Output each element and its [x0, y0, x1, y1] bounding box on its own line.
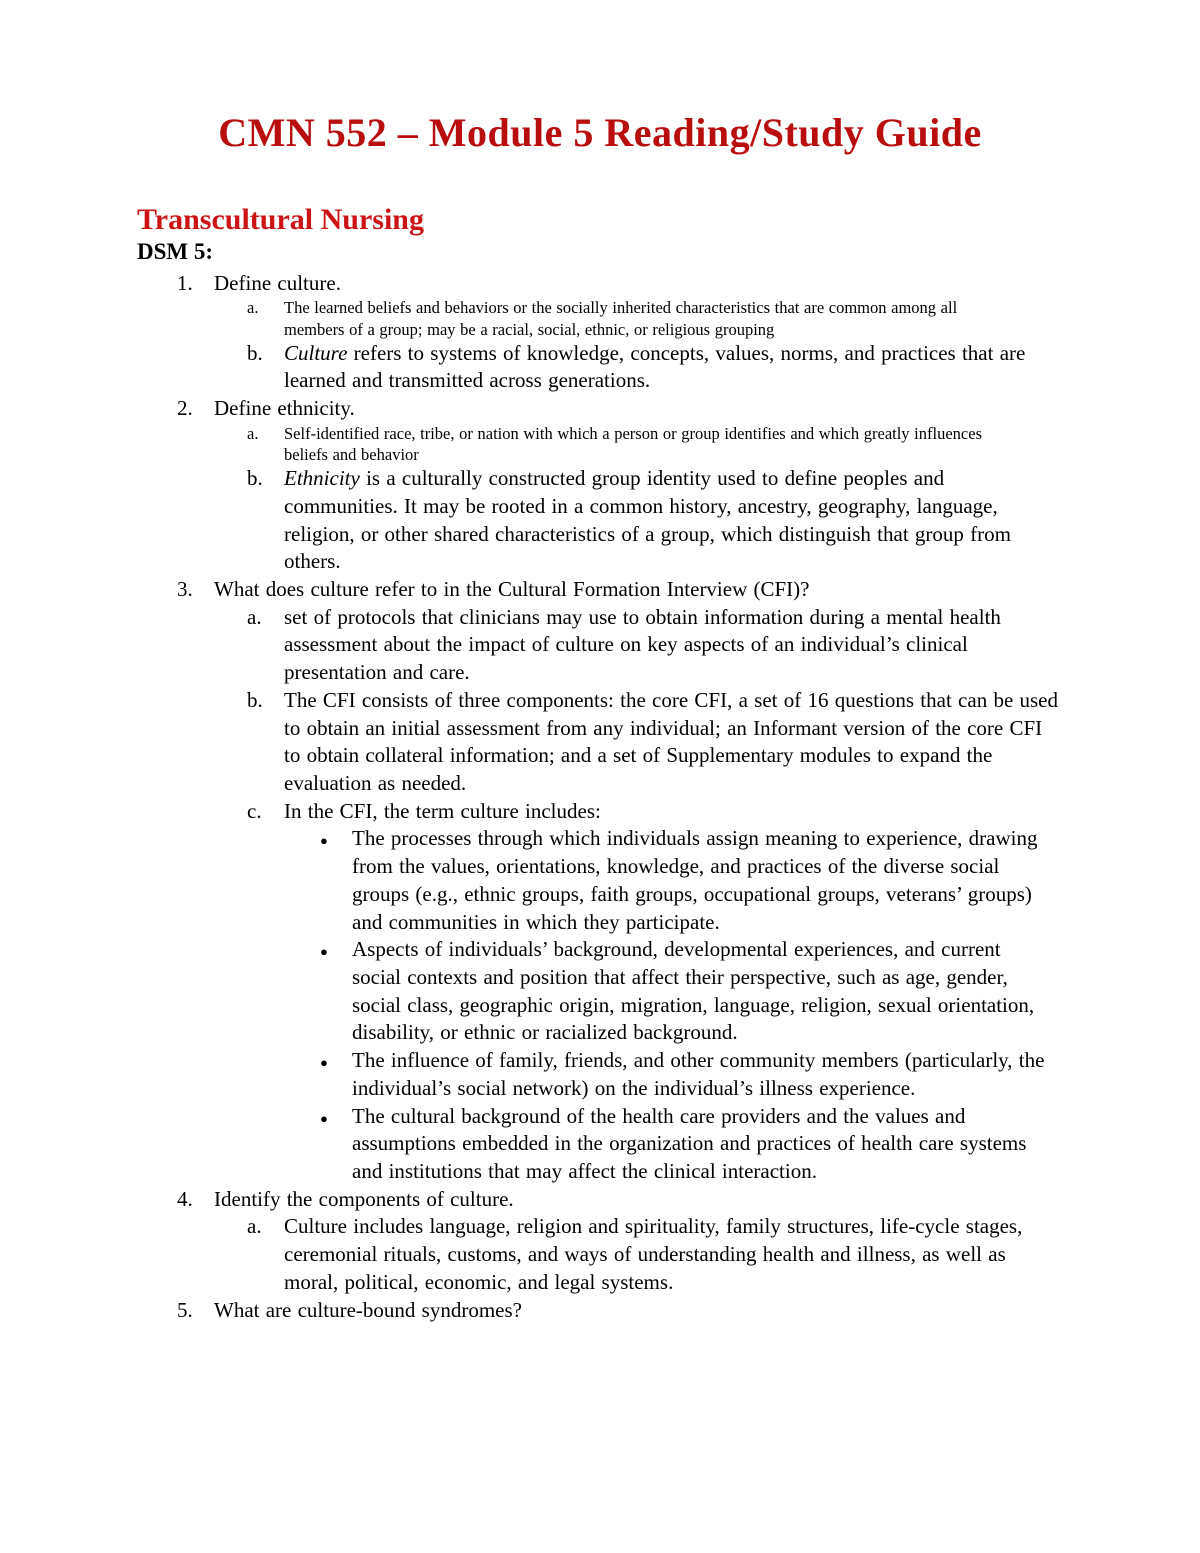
question-text: What does culture refer to in the Cultural Formation Interview (CFI)? [214, 576, 810, 601]
answer-letter: c. [247, 798, 262, 823]
answer-text [284, 604, 1062, 687]
bullet-text: The influence of family, friends, and other community members (particularly, the individual’s social network) on the individual’s illness experience. [352, 1048, 1045, 1100]
answer-text-italic-run: Ethnicity [284, 466, 360, 491]
question-text: Identify the components of culture. [214, 1186, 514, 1211]
answer-text-run: set of protocols that clinicians may use to obtain information during a mental health assessment about the impact of culture on key aspects of an individual’s clinical presentation and care. [284, 604, 1001, 685]
answer-row [247, 687, 1063, 798]
answer-row [247, 604, 1063, 687]
answer-text [284, 1213, 1062, 1296]
document-title: CMN 552 – Module 5 Reading/Study Guide [218, 110, 982, 155]
answer-text [284, 340, 1062, 395]
answer-text-run: refers to systems of knowledge, concepts, values, norms, and practices that are learned and transmitted across generations. [284, 340, 1026, 393]
answer-row [247, 1213, 1063, 1296]
bullet-text: The processes through which individuals assign meaning to experience, drawing from the values, orientations, knowledge, and practices of the diverse social groups (e.g., ethnic groups, faith groups, occupational groups, veterans’ groups) and communities in which they participate. [352, 826, 1038, 934]
answer-item [137, 687, 1063, 798]
answer-text [284, 465, 1062, 576]
question-number: 4. [177, 1186, 193, 1211]
question-row [137, 1186, 1063, 1214]
question-item [137, 395, 1063, 576]
answer-item [137, 423, 1063, 465]
answer-row [247, 465, 1063, 576]
bullet-text: Aspects of individuals’ background, developmental experiences, and current social contexts and position that affect their perspective, such as age, gender, social class, geographic origin, migration, language, religion, sexual orientation, disability, or ethnic or racialized background. [352, 937, 1035, 1045]
answer-letter: a. [247, 298, 259, 318]
answer-item [137, 340, 1063, 395]
answer-text-run: The CFI consists of three components: the core CFI, a set of 16 questions that can be used to obtain an initial assessment from any individual; an Informant version of the core CFI to obtain collateral information; and a set of Supplementary modules to expand the evaluation as needed. [284, 687, 1059, 795]
question-row [137, 395, 1063, 423]
bullet-item [320, 1103, 1062, 1186]
answer-item [137, 297, 1063, 339]
question-number: 1. [177, 270, 193, 295]
question-item [137, 576, 1063, 1186]
bullet-list [284, 825, 1062, 1185]
answer-text [284, 297, 1020, 339]
answer-text [284, 687, 1062, 798]
dsm5-subheading: DSM 5: [137, 239, 214, 264]
answer-row [247, 423, 1063, 465]
bullet-item [320, 825, 1062, 936]
bullet-text: The cultural background of the health care providers and the values and assumptions embedded in the organization and practices of health care systems and institutions that may affect the clinical interaction. [352, 1103, 1027, 1184]
question-item [137, 1186, 1063, 1297]
question-number: 5. [177, 1297, 193, 1322]
section-heading: Transcultural Nursing [137, 203, 424, 236]
question-row [137, 270, 1063, 298]
answer-letter: a. [247, 423, 259, 443]
bullet-item [320, 1047, 1062, 1102]
answer-text-run: Culture includes language, religion and spirituality, family structures, life-cycle stages, ceremonial rituals, customs, and ways of understanding health and illness, as well as moral, political, economic, and legal systems. [284, 1214, 1023, 1294]
question-text: Define ethnicity. [214, 396, 355, 421]
answer-item [137, 465, 1063, 576]
bullet-icon: ● [320, 1055, 328, 1071]
question-number: 3. [177, 576, 193, 601]
answer-letter: b. [247, 340, 263, 365]
answer-item [137, 604, 1063, 687]
answer-row [247, 340, 1063, 395]
answer-text-run: is a culturally constructed group identity used to define peoples and communities. It may be rooted in a common history, ancestry, geography, language, religion, or other shared characteristics of a group, which distinguish that group from others. [284, 466, 1011, 574]
answer-text [284, 423, 1020, 465]
bullet-item [320, 936, 1062, 1047]
question-item [137, 270, 1063, 395]
answer-text-run: The learned beliefs and behaviors or the socially inherited characteristics that are common among all members of a group; may be a racial, social, ethnic, or religious grouping [284, 298, 958, 339]
answer-item [137, 798, 1063, 1186]
question-item [137, 1297, 1063, 1325]
answer-letter: b. [247, 466, 263, 491]
answer-text-italic-run: Culture [284, 340, 348, 365]
question-list [137, 270, 1063, 1325]
question-text: What are culture-bound syndromes? [214, 1297, 522, 1322]
bullet-icon: ● [320, 944, 328, 960]
question-row [137, 576, 1063, 604]
answer-row [247, 297, 1063, 339]
question-text: Define culture. [214, 270, 341, 295]
bullet-icon: ● [320, 833, 328, 849]
answer-letter: b. [247, 687, 263, 712]
answer-letter: a. [247, 604, 262, 629]
answer-letter: a. [247, 1214, 262, 1239]
answer-text [284, 798, 1062, 1186]
answer-text-run: In the CFI, the term culture includes: [284, 798, 601, 823]
answer-row [247, 798, 1063, 1186]
question-row [137, 1297, 1063, 1325]
bullet-icon: ● [320, 1110, 328, 1126]
question-number: 2. [177, 396, 193, 421]
answer-text-run: Self-identified race, tribe, or nation with which a person or group identifies and which greatly influences beliefs and behavior [284, 423, 982, 464]
answer-item [137, 1213, 1063, 1296]
